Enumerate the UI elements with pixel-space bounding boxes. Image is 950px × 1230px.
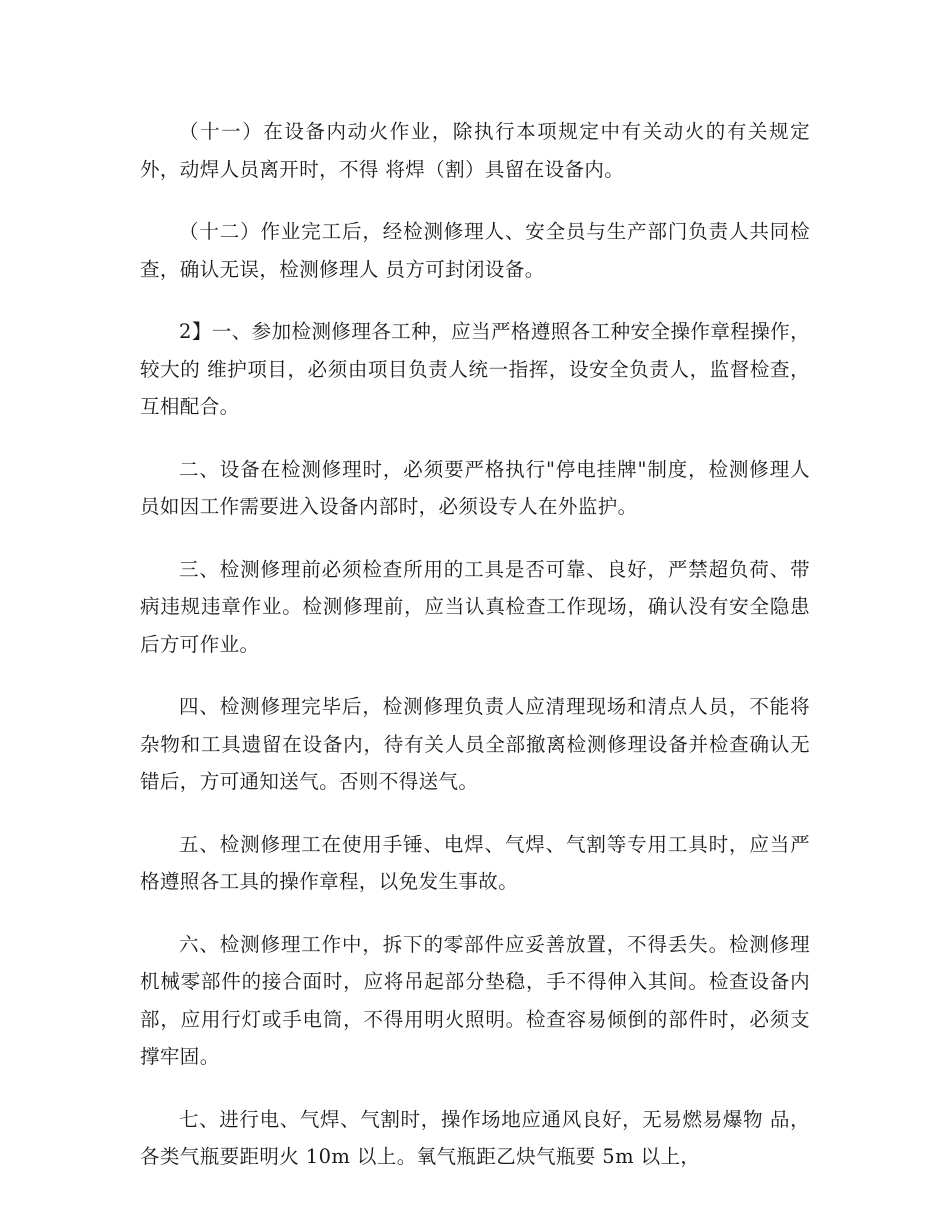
paragraph-section2-item2: 二、设备在检测修理时，必须要严格执行"停电挂牌"制度，检测修理人员如因工作需要进入设备内部时，必须设专人在外监护。 [140, 457, 810, 518]
paragraph-section2-item3: 三、检测修理前必须检查所用的工具是否可靠、良好，严禁超负荷、带病违规违章作业。检测修理前，应当认真检查工作现场，确认没有安全隐患后方可作业。 [140, 557, 810, 656]
paragraph-12: （十二）作业完工后，经检测修理人、安全员与生产部门负责人共同检查，确认无误，检测修理人 员方可封闭设备。 [140, 220, 810, 281]
paragraph-section2-item1: 2】一、参加检测修理各工种，应当严格遵照各工种安全操作章程操作，较大的 维护项目，必须由项目负责人统一指挥，设安全负责人，监督检查，互相配合。 [140, 320, 810, 418]
paragraph-11: （十一）在设备内动火作业，除执行本项规定中有关动火的有关规定外，动焊人员离开时，不得 将焊（割）具留在设备内。 [140, 120, 810, 181]
paragraph-section2-item7: 七、进行电、气焊、气割时，操作场地应通风良好，无易燃易爆物 品，各类气瓶要距明火 10m 以上。氧气瓶距乙炔气瓶要 5m 以上， [140, 1107, 810, 1168]
paragraph-section2-item5: 五、检测修理工在使用手锤、电焊、气焊、气割等专用工具时，应当严格遵照各工具的操作章程，以免发生事故。 [140, 832, 810, 893]
paragraph-section2-item4: 四、检测修理完毕后，检测修理负责人应清理现场和清点人员，不能将杂物和工具遗留在设备内，待有关人员全部撤离检测修理设备并检查确认无错后，方可通知送气。否则不得送气。 [140, 695, 810, 793]
paragraph-section2-item6: 六、检测修理工作中，拆下的零部件应妥善放置，不得丢失。检测修理机械零部件的接合面时，应将吊起部分垫稳，手不得伸入其间。检查设备内部，应用行灯或手电筒，不得用明火照明。检查容易倾倒的部件时，必须支撑牢固。 [140, 932, 810, 1068]
